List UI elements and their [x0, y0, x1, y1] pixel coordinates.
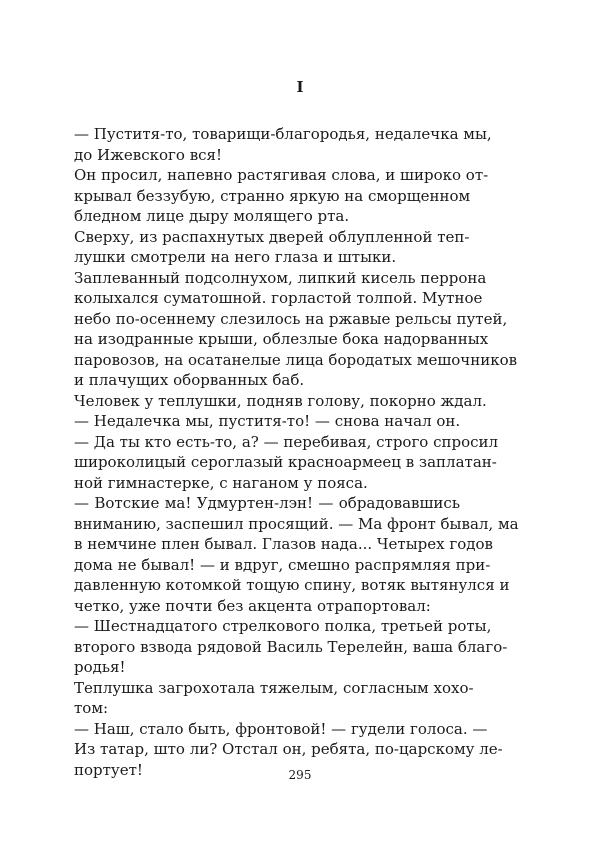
text-line: родья! — [74, 658, 126, 676]
text-line: колыхался суматошной. горластой толпой. Мутное — [74, 289, 483, 307]
text-line: четко, уже почти без акцента отрапортовал: — [74, 596, 431, 615]
text-line: до Ижевского вся! — [74, 145, 223, 164]
text-line: Из татар, што ли? Отстал он, ребята, по-царскому ле- — [74, 740, 503, 758]
text-line: — Наш, стало быть, фронтовой! — гудели голоса. — — [74, 719, 488, 738]
text-line: лушки смотрели на него глаза и штыки. — [74, 248, 397, 266]
text-line: на изодранные крыши, облезлые бока надорванных — [74, 330, 489, 348]
text-line: второго взвода рядовой Василь Терелейн, ваша благо- — [74, 637, 508, 656]
page-number: 295 — [288, 768, 312, 782]
text-line: — Недалечка мы, пуститя-то! — снова начал он. — [74, 412, 461, 430]
text-line: давленную котомкой тощую спину, вотяк вытянулся и — [74, 576, 510, 594]
text-line: портует! — [74, 760, 143, 779]
text-line: в немчине плен бывал. Глазов нада... Четырех годов — [74, 535, 493, 553]
text-line: Теплушка загрохотала тяжелым, согласным хохо- — [74, 678, 474, 697]
text-line: широколицый сероглазый красноармеец в заплатан- — [74, 453, 497, 471]
text-line: и плачущих оборванных баб. — [74, 371, 305, 389]
text-line: — Да ты кто есть-то, а? — перебивая, строго спросил — [74, 432, 499, 451]
text-line: Он просил, напевно растягивая слова, и широко от- — [74, 166, 489, 184]
text-line: Заплеванный подсолнухом, липкий кисель перрона — [74, 268, 487, 287]
text-line: — Вотские ма! Удмуртен-лэн! — обрадовавшись — [74, 494, 460, 512]
chapter-number: I — [296, 78, 304, 96]
text-line: Сверху, из распахнутых дверей облупленной теп- — [74, 227, 470, 246]
text-line: крывал беззубую, странно яркую на сморщенном — [74, 186, 471, 205]
text-line: — Шестнадцатого стрелкового полка, третьей роты, — [74, 617, 492, 635]
body-text — [74, 124, 519, 780]
text-line: ной гимнастерке, с наганом у пояса. — [74, 473, 368, 492]
text-line: вниманию, заспешил просящий. — Ма фронт бывал, ма — [74, 514, 519, 533]
text-line: бледном лице дыру молящего рта. — [74, 207, 350, 225]
text-line: — Пуститя-то, товарищи-благородья, недалечка мы, — [74, 125, 492, 143]
text-line: Человек у теплушки, подняв голову, покорно ждал. — [74, 391, 487, 410]
text-line: том: — [74, 699, 109, 717]
text-line: паровозов, на осатанелые лица бородатых мешочников — [74, 350, 518, 369]
text-line: небо по-осеннему слезилось на ржавые рельсы путей, — [74, 309, 508, 328]
text-line: дома не бывал! — и вдруг, смешно распрямляя при- — [74, 555, 491, 574]
